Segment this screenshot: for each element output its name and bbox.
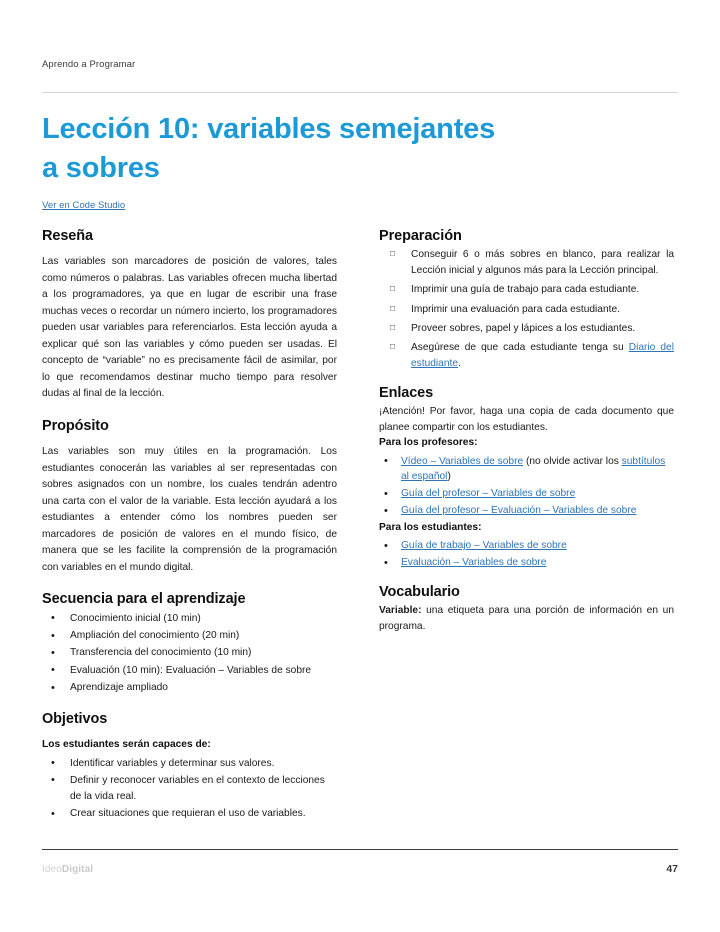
- checkbox-list-item: [379, 247, 674, 279]
- student-links-list: [379, 538, 674, 571]
- list-item: [379, 538, 674, 554]
- guia-trabajo-link[interactable]: Guía de trabajo – Variables de sobre: [401, 540, 567, 552]
- page-number: 47: [666, 863, 678, 875]
- running-header-title: Aprendo a Programar: [42, 59, 136, 70]
- diario-estudiante-link[interactable]: Diario del estudiante: [411, 342, 674, 370]
- left-column: [42, 228, 337, 823]
- list-item: • Crear situaciones que requieran el uso de variables.: [42, 806, 337, 822]
- vocabulario-entry: [379, 603, 674, 634]
- footer-divider: [42, 849, 678, 850]
- section-enlaces: [379, 385, 674, 571]
- video-variables-link[interactable]: Vídeo – Variables de sobre: [401, 455, 524, 467]
- list-item: • Aprendizaje ampliado: [42, 680, 337, 696]
- vocabulary-definition: una etiqueta para una porción de información en un programa.: [379, 605, 674, 632]
- list-item: [379, 454, 674, 486]
- item-text: (no olvide activar los: [523, 455, 622, 467]
- heading-proposito: Propósito: [42, 417, 109, 434]
- list-item: • Definir y reconocer variables en el contexto de lecciones de la vida real.: [42, 773, 337, 805]
- preparacion-list: [379, 247, 674, 372]
- footer-logo-light: Ideo: [42, 864, 62, 875]
- resena-paragraph: Las variables son marcadores de posición de valores, tales como números o palabras. Las variables ofrecen mucha libertad a los programadores, ya que en lugar de escribir una frase muchas veces o recordar un número incierto, los programadores pueden usar variables para referenciarlos. Esta lección ayuda a explicar qué son las variables y cómo pueden ser usadas. El concepto de “variable” no es precisamente fácil de asimilar, por lo que recomendamos destinar mucho tiempo para resolver dudas al final de la lección.: [42, 256, 337, 400]
- right-column: [379, 228, 674, 634]
- guia-profesor-evaluacion-link[interactable]: Guía del profesor – Evaluación – Variables de sobre: [401, 505, 637, 517]
- evaluacion-link[interactable]: Evaluación – Variables de sobre: [401, 557, 547, 568]
- page-title: Lección 10: variables semejantes a sobres: [42, 113, 496, 185]
- list-item: • Ampliación del conocimiento (20 min): [42, 628, 337, 644]
- code-studio-link-row: [42, 200, 678, 211]
- heading-resena: Reseña: [42, 227, 93, 244]
- checkbox-list-item: [379, 321, 674, 337]
- section-proposito: [42, 418, 337, 577]
- guia-profesor-link[interactable]: Guía del profesor – Variables de sobre: [401, 488, 576, 500]
- section-vocabulario: [379, 584, 674, 634]
- label-para-profesores: Para los profesores:: [379, 437, 478, 449]
- objetivos-list: [42, 756, 337, 822]
- proposito-paragraph: Las variables son muy útiles en la programación. Los estudiantes conocerán las variables al ser representadas con sobres asignados con un nombre, los cuales tendrán adentro una carta con el valor de la variable. Esta lección ayudará a los estudiantes a entender cómo los nombres pueden ser marcadores de posición de valores en el mundo físico, de manera que se les facilite la comprensión de la programación con variables en el mundo digital.: [42, 446, 337, 573]
- item-text: Imprimir una guía de trabajo para cada estudiante.: [411, 284, 640, 296]
- section-objetivos: [42, 711, 337, 822]
- item-text-end: ): [447, 471, 451, 483]
- page-footer: [42, 849, 678, 875]
- teacher-links-list: [379, 454, 674, 519]
- running-header: [42, 0, 678, 70]
- list-item: • Transferencia del conocimiento (10 min): [42, 645, 337, 661]
- list-item: • Evaluación (10 min): Evaluación – Variables de sobre: [42, 663, 337, 679]
- list-item: • Identificar variables y determinar sus valores.: [42, 756, 337, 772]
- enlaces-notice: ¡Atención! Por favor, haga una copia de cada documento que planee compartir con los estudiantes.: [379, 406, 674, 433]
- footer-row: [42, 863, 678, 875]
- checkbox-list-item: [379, 340, 674, 372]
- list-item: [379, 555, 674, 571]
- item-text-after: .: [458, 358, 461, 370]
- checkbox-list-item: [379, 302, 674, 318]
- checkbox-list-item: [379, 282, 674, 298]
- section-secuencia: [42, 591, 337, 695]
- code-studio-link[interactable]: Ver en Code Studio: [42, 199, 126, 211]
- item-text: Asegúrese de que cada estudiante tenga su: [411, 342, 629, 354]
- heading-preparacion: Preparación: [379, 227, 462, 244]
- section-resena: [42, 228, 337, 403]
- list-item: [379, 486, 674, 502]
- header-divider: [42, 92, 678, 93]
- objetivos-lead: Los estudiantes serán capaces de:: [42, 739, 211, 751]
- heading-objetivos: Objetivos: [42, 710, 108, 727]
- footer-logo: [42, 864, 93, 875]
- body-columns: [42, 228, 678, 823]
- label-para-estudiantes: Para los estudiantes:: [379, 521, 482, 533]
- subtitulos-espanol-link[interactable]: subtítulos al español: [401, 455, 666, 483]
- item-text: Conseguir 6 o más sobres en blanco, para realizar la Lección inicial y algunos más para la Lección principal.: [411, 249, 674, 277]
- item-text: Imprimir una evaluación para cada estudiante.: [411, 303, 620, 315]
- vocabulary-term: Variable:: [379, 605, 422, 617]
- heading-vocabulario: Vocabulario: [379, 583, 460, 600]
- heading-enlaces: Enlaces: [379, 384, 434, 401]
- item-text: Proveer sobres, papel y lápices a los estudiantes.: [411, 323, 636, 335]
- heading-secuencia: Secuencia para el aprendizaje: [42, 591, 246, 608]
- secuencia-list: [42, 611, 337, 696]
- list-item: • Conocimiento inicial (10 min): [42, 611, 337, 627]
- list-item: [379, 503, 674, 519]
- section-preparacion: [379, 228, 674, 372]
- footer-logo-bold: Digital: [61, 864, 94, 875]
